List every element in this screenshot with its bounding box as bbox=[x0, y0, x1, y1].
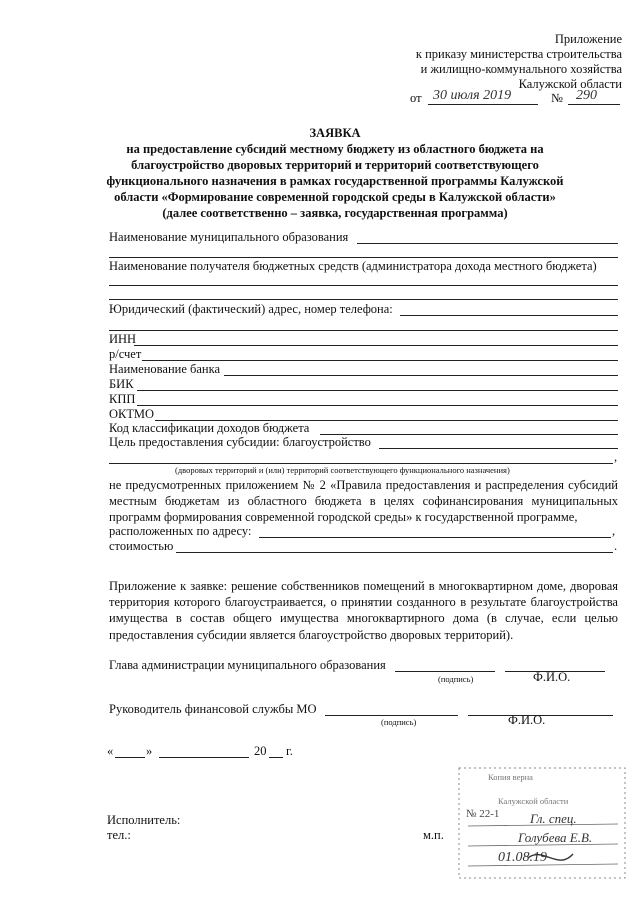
stamp-line-2: Калужской области bbox=[498, 796, 569, 806]
date-open-quote: « bbox=[107, 744, 114, 758]
field-bank-label: Наименование банка bbox=[109, 362, 221, 376]
field-account-label: р/счет bbox=[109, 347, 142, 361]
signature-finance-fio: Ф.И.О. bbox=[508, 713, 546, 727]
footer-mp: м.п. bbox=[423, 828, 444, 842]
title-line-5: (далее соответственно – заявка, государственная программа) bbox=[162, 206, 508, 220]
field-address-label: Юридический (фактический) адрес, номер телефона: bbox=[109, 302, 393, 316]
stamp-hand-3: 01.08.19 bbox=[498, 850, 547, 865]
date-year: 20 bbox=[254, 744, 267, 758]
certification-stamp bbox=[458, 766, 628, 880]
body-cost-period: . bbox=[614, 539, 618, 553]
title-line-3: функционального назначения в рамках государственной программы Калужской bbox=[106, 174, 564, 188]
date-close-quote: » bbox=[146, 744, 153, 758]
field-income-code-label: Код классификации доходов бюджета bbox=[109, 421, 310, 435]
body-located-label: расположенных по адресу: bbox=[109, 524, 252, 538]
stamp-hand-2: Голубева Е.В. bbox=[518, 830, 593, 845]
stamp-hand-1: Гл. спец. bbox=[530, 811, 577, 826]
field-oktmo-label: ОКТМО bbox=[109, 407, 154, 421]
annex-line-1: Приложение bbox=[554, 32, 622, 46]
annex-date-handwritten: 30 июля 2019 bbox=[433, 88, 512, 103]
annex-number-handwritten: 290 bbox=[576, 88, 597, 103]
field-purpose-label: Цель предоставления субсидии: благоустройство bbox=[109, 435, 371, 449]
date-year-suffix: г. bbox=[286, 744, 293, 758]
field-kpp-label: КПП bbox=[109, 392, 136, 406]
purpose-comma: , bbox=[614, 450, 618, 464]
attachment-paragraph: Приложение к заявке: решение собственников помещений в многоквартирном доме, дворовая территория которого благоустраивается, о принятии созданного в результате благоустройства имущества в состав общего имущества многоквартирного дома (в случае, если целью предоставления субсидии является благоустройство дворовых территорий). bbox=[109, 579, 618, 642]
footer-executor: Исполнитель: bbox=[107, 813, 181, 827]
annex-date-row bbox=[410, 91, 422, 106]
signature-head-hint: (подпись) bbox=[438, 674, 474, 684]
signature-head-fio: Ф.И.О. bbox=[533, 670, 571, 684]
annex-line-2: к приказу министерства строительства bbox=[415, 47, 622, 61]
body-cost-label: стоимостью bbox=[109, 539, 174, 553]
annex-line-4: Калужской области bbox=[518, 77, 622, 91]
signature-finance-hint: (подпись) bbox=[381, 717, 417, 727]
signature-finance-label: Руководитель финансовой службы МО bbox=[109, 702, 317, 716]
field-bik-label: БИК bbox=[109, 377, 134, 391]
annex-line-3: и жилищно-коммунального хозяйства bbox=[420, 62, 622, 76]
stamp-number: № 22-1 bbox=[466, 808, 500, 820]
annex-block bbox=[416, 32, 622, 92]
purpose-hint: (дворовых территорий и (или) территорий соответствующего функционального назначения) bbox=[175, 465, 510, 475]
stamp-line-1: Копия верна bbox=[488, 772, 533, 782]
field-municipality-label: Наименование муниципального образования bbox=[109, 230, 349, 244]
field-municipality-line bbox=[357, 243, 618, 244]
annex-number-prefix: № bbox=[551, 91, 563, 105]
field-recipient-label: Наименование получателя бюджетных средств (администратора дохода местного бюджета) bbox=[109, 259, 597, 273]
annex-date-prefix: от bbox=[410, 91, 422, 105]
title-line-4: области «Формирование современной городской среды в Калужской области» bbox=[114, 190, 556, 204]
body-paragraph: не предусмотренных приложением № 2 «Правила предоставления и распределения субсидий местным бюджетам из областного бюджета в целях софинансирования муниципальных программ формирования современной городской среды» к государственной программе, bbox=[109, 478, 618, 525]
field-inn-label: ИНН bbox=[109, 332, 137, 346]
signature-head-label: Глава администрации муниципального образования bbox=[109, 658, 386, 672]
body-located-comma: , bbox=[612, 524, 616, 538]
title-line-2: благоустройство дворовых территорий и территорий соответствующего bbox=[131, 158, 539, 172]
footer-phone: тел.: bbox=[107, 828, 131, 842]
document-title bbox=[100, 125, 570, 221]
title-heading: ЗАЯВКА bbox=[309, 126, 361, 140]
title-line-1: на предоставление субсидий местному бюджету из областного бюджета на bbox=[126, 142, 544, 156]
